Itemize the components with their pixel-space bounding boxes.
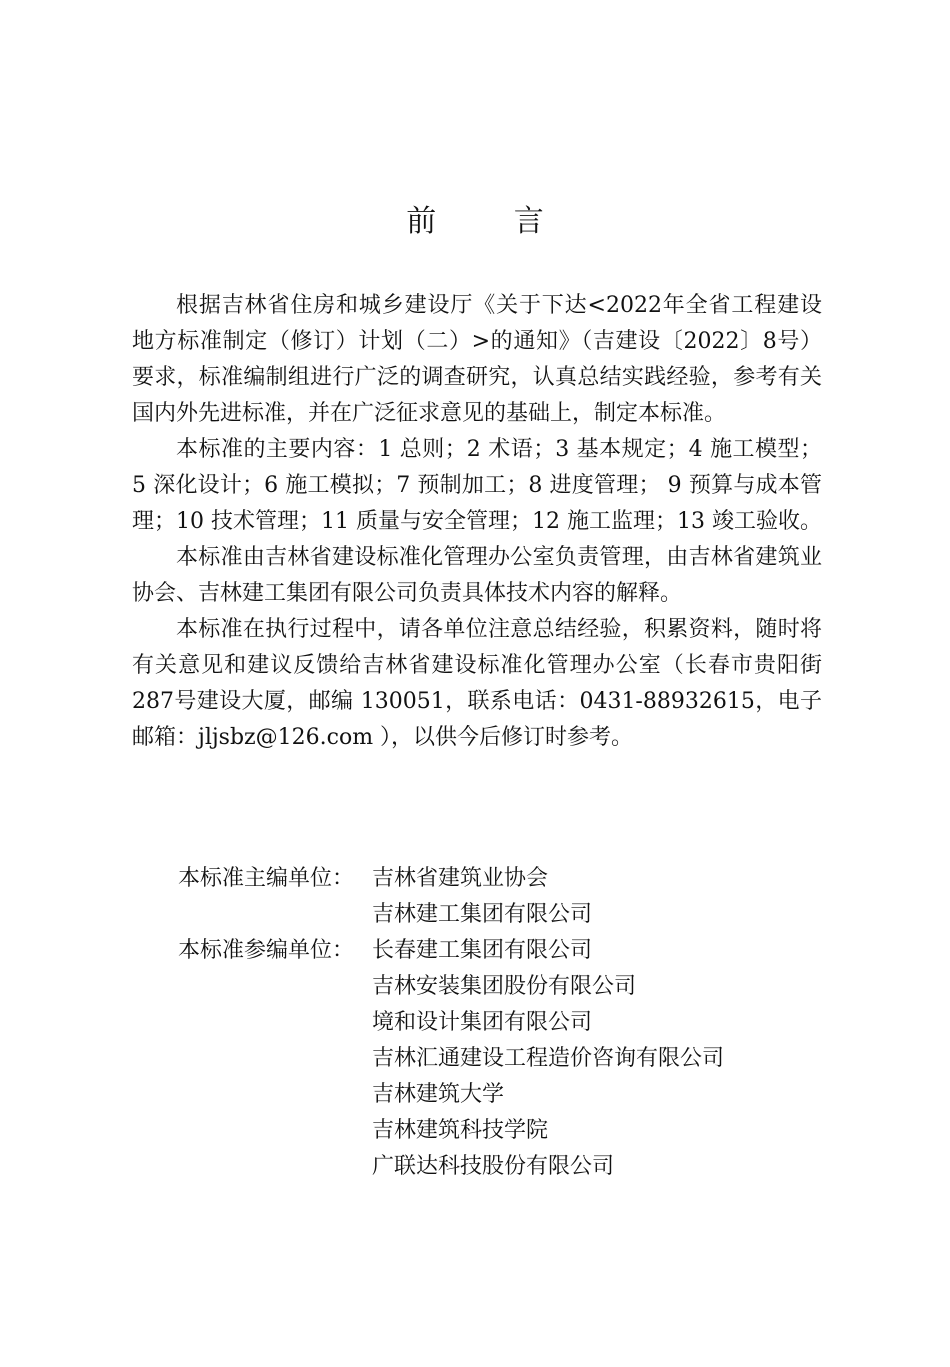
paragraph-contents: 本标准的主要内容：1 总则；2 术语；3 基本规定；4 施工模型；5 深化设计；6 施工模拟；7 预制加工；8 进度管理； 9 预算与成本管理；10 技术管理；11 质量与安全管理；12 施工监理；13 竣工验收。 [132,437,822,534]
preface-body [132,288,822,756]
participating-unit-item: 吉林安装集团股份有限公司 [372,974,637,999]
paragraph-feedback: 本标准在执行过程中，请各单位注意总结经验，积累资料，随时将有关意见和建议反馈给吉林省建设标准化管理办公室（长春市贵阳街 287号建设大厦，邮编 130051，联系电话：0431-88932615，电子邮箱：jljsbz@126.com ），以供今后修订时参考。 [132,617,822,750]
units-section [178,861,818,1185]
participating-unit-item: 境和设计集团有限公司 [372,1010,593,1035]
chief-units-list [372,861,818,933]
participating-units-label: 本标准参编单位： [178,938,355,963]
paragraph-basis: 根据吉林省住房和城乡建设厅《关于下达<2022年全省工程建设地方标准制定（修订）计划（二）>的通知》（吉建设〔2022〕8号）要求，标准编制组进行广泛的调查研究，认真总结实践经验，参考有关国内外先进标准，并在广泛征求意见的基础上，制定本标准。 [132,293,822,426]
participating-unit-item: 吉林建筑科技学院 [372,1118,549,1143]
participating-unit-item: 广联达科技股份有限公司 [372,1154,615,1179]
participating-unit-item: 吉林建筑大学 [372,1082,505,1107]
chief-units-label: 本标准主编单位： [178,866,355,891]
chief-units-row [178,861,818,933]
participating-units-row [178,933,818,1185]
participating-unit-item: 吉林汇通建设工程造价咨询有限公司 [372,1046,725,1071]
chief-unit-item: 吉林省建筑业协会 [372,866,549,891]
page-title: 前 言 [406,204,578,239]
participating-unit-item: 长春建工集团有限公司 [372,938,593,963]
chief-unit-item: 吉林建工集团有限公司 [372,902,593,927]
participating-units-list [372,933,818,1185]
paragraph-management: 本标准由吉林省建设标准化管理办公室负责管理，由吉林省建筑业协会、吉林建工集团有限公司负责具体技术内容的解释。 [132,545,822,606]
